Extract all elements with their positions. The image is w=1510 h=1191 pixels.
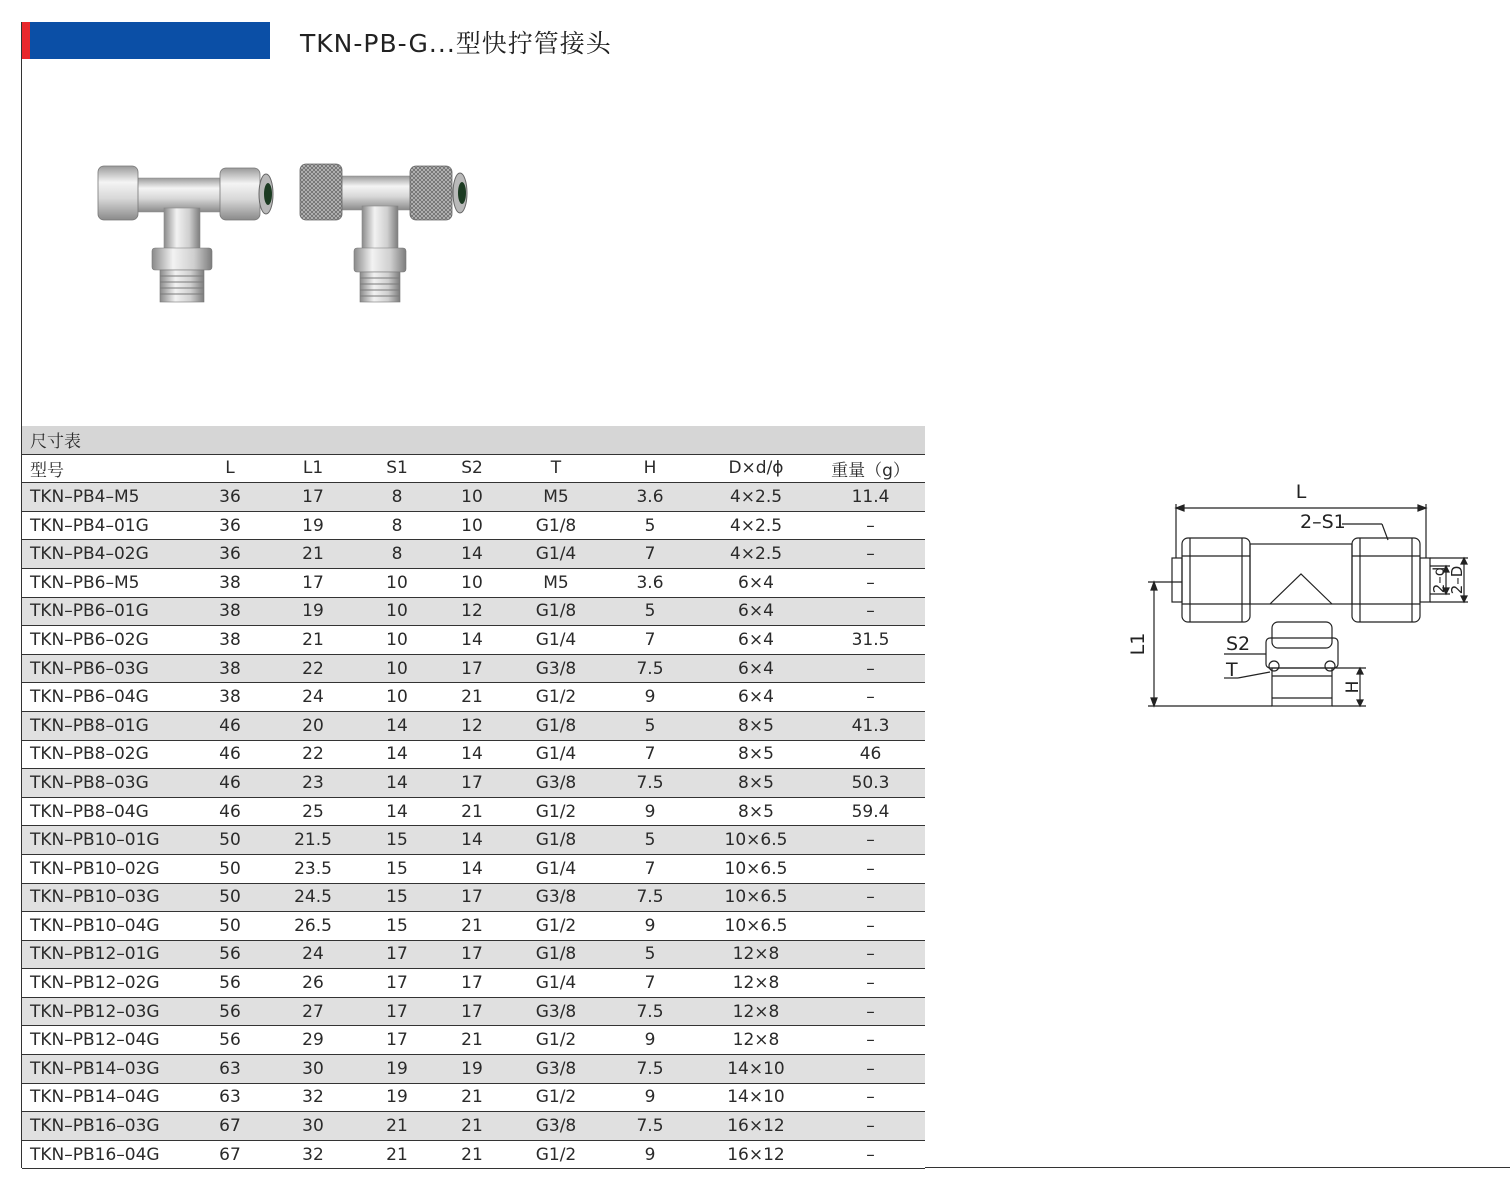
table-cell: G1/2 <box>508 1083 604 1112</box>
table-cell: 7.5 <box>604 1112 696 1141</box>
table-cell: 17 <box>436 769 508 798</box>
table-cell: – <box>816 654 925 683</box>
dimension-drawing <box>1120 478 1500 718</box>
table-cell: G1/4 <box>508 854 604 883</box>
model-cell: TKN–PB4–01G <box>22 511 192 540</box>
model-cell: TKN–PB10–01G <box>22 826 192 855</box>
table-cell: 46 <box>192 769 268 798</box>
model-cell: TKN–PB6–01G <box>22 597 192 626</box>
table-row <box>22 883 925 912</box>
header-cell: 型号 <box>22 454 192 483</box>
table-body <box>22 483 925 1169</box>
table-cell: 11.4 <box>816 483 925 512</box>
model-cell: TKN–PB6–02G <box>22 626 192 655</box>
table-cell: 4×2.5 <box>696 483 816 512</box>
table-cell: 24.5 <box>268 883 358 912</box>
table-cell: – <box>816 1112 925 1141</box>
table-cell: 20 <box>268 711 358 740</box>
model-cell: TKN–PB8–03G <box>22 769 192 798</box>
table-cell: 67 <box>192 1112 268 1141</box>
table-cell: 17 <box>268 483 358 512</box>
label-D: 2–D <box>1448 565 1466 595</box>
table-cell: 21 <box>268 540 358 569</box>
table-cell: 8×5 <box>696 711 816 740</box>
table-cell: 9 <box>604 797 696 826</box>
table-cell: 10 <box>358 597 436 626</box>
table-row <box>22 568 925 597</box>
model-cell: TKN–PB10–03G <box>22 883 192 912</box>
model-cell: TKN–PB10–02G <box>22 854 192 883</box>
tee-fitting-knurled-nut <box>300 164 467 302</box>
table-cell: 15 <box>358 883 436 912</box>
table-cell: 50.3 <box>816 769 925 798</box>
table-cell: 6×4 <box>696 626 816 655</box>
table-cell: – <box>816 1140 925 1169</box>
title-color-bar <box>22 22 270 59</box>
table-cell: 17 <box>358 997 436 1026</box>
table-row <box>22 1140 925 1169</box>
table-cell: 3.6 <box>604 568 696 597</box>
table-cell: 59.4 <box>816 797 925 826</box>
table-row <box>22 826 925 855</box>
table-cell: 5 <box>604 511 696 540</box>
table-cell: 32 <box>268 1083 358 1112</box>
table-cell: 25 <box>268 797 358 826</box>
table-cell: 17 <box>268 568 358 597</box>
model-cell: TKN–PB12–04G <box>22 1026 192 1055</box>
table-row <box>22 940 925 969</box>
table-cell: 5 <box>604 711 696 740</box>
table-cell: 7 <box>604 540 696 569</box>
table-cell: – <box>816 883 925 912</box>
table-cell: G3/8 <box>508 769 604 798</box>
table-cell: G3/8 <box>508 1055 604 1084</box>
table-cell: 22 <box>268 740 358 769</box>
table-cell: 8×5 <box>696 740 816 769</box>
table-cell: 50 <box>192 883 268 912</box>
table-cell: 56 <box>192 997 268 1026</box>
table-cell: M5 <box>508 483 604 512</box>
table-row <box>22 854 925 883</box>
table-row <box>22 711 925 740</box>
table-cell: 21 <box>436 683 508 712</box>
table-cell: 5 <box>604 940 696 969</box>
header-cell: H <box>604 454 696 483</box>
dimension-table <box>22 426 925 1169</box>
table-cell: 19 <box>358 1055 436 1084</box>
table-cell: 8 <box>358 511 436 540</box>
table-cell: M5 <box>508 568 604 597</box>
table-cell: G1/2 <box>508 912 604 941</box>
table-cell: – <box>816 568 925 597</box>
table-cell: 16×12 <box>696 1112 816 1141</box>
table-cell: 14 <box>436 854 508 883</box>
table-cell: 21 <box>436 1112 508 1141</box>
table-cell: 26.5 <box>268 912 358 941</box>
table-row <box>22 1112 925 1141</box>
table-cell: 12×8 <box>696 969 816 998</box>
table-cell: 15 <box>358 826 436 855</box>
table-cell: – <box>816 511 925 540</box>
product-photos <box>90 150 490 310</box>
table-cell: 15 <box>358 854 436 883</box>
table-cell: 30 <box>268 1055 358 1084</box>
table-row <box>22 912 925 941</box>
model-cell: TKN–PB4–02G <box>22 540 192 569</box>
model-cell: TKN–PB14–04G <box>22 1083 192 1112</box>
table-cell: 38 <box>192 568 268 597</box>
table-cell: 4×2.5 <box>696 540 816 569</box>
table-cell: G3/8 <box>508 997 604 1026</box>
table-cell: 12×8 <box>696 997 816 1026</box>
model-cell: TKN–PB16–03G <box>22 1112 192 1141</box>
table-row <box>22 969 925 998</box>
table-cell: 10×6.5 <box>696 826 816 855</box>
table-cell: 19 <box>268 511 358 540</box>
table-cell: 21 <box>358 1140 436 1169</box>
table-cell: G1/2 <box>508 683 604 712</box>
table-cell: 31.5 <box>816 626 925 655</box>
table-cell: 21.5 <box>268 826 358 855</box>
table-cell: 7 <box>604 626 696 655</box>
table-row <box>22 540 925 569</box>
header-cell: L1 <box>268 454 358 483</box>
table-cell: 19 <box>268 597 358 626</box>
table-cell: 23 <box>268 769 358 798</box>
table-cell: 17 <box>358 1026 436 1055</box>
table-cell: 36 <box>192 511 268 540</box>
table-cell: 21 <box>436 1083 508 1112</box>
table-cell: 7.5 <box>604 883 696 912</box>
table-cell: 36 <box>192 540 268 569</box>
table-cell: 14 <box>358 711 436 740</box>
model-cell: TKN–PB8–04G <box>22 797 192 826</box>
table-cell: G1/8 <box>508 597 604 626</box>
table-cell: 24 <box>268 940 358 969</box>
header-cell: S1 <box>358 454 436 483</box>
model-cell: TKN–PB12–03G <box>22 997 192 1026</box>
table-cell: 6×4 <box>696 683 816 712</box>
table-cell: G3/8 <box>508 1112 604 1141</box>
table-cell: G1/4 <box>508 969 604 998</box>
model-cell: TKN–PB6–M5 <box>22 568 192 597</box>
table-cell: 10 <box>436 568 508 597</box>
table-cell: 17 <box>436 969 508 998</box>
table-cell: 14 <box>436 740 508 769</box>
table-cell: 50 <box>192 854 268 883</box>
table-cell: 12×8 <box>696 940 816 969</box>
table-cell: 7 <box>604 969 696 998</box>
table-cell: 10×6.5 <box>696 912 816 941</box>
table-cell: 10 <box>436 483 508 512</box>
table-cell: 16×12 <box>696 1140 816 1169</box>
header-cell: D×d/ϕ <box>696 454 816 483</box>
table-cell: G1/8 <box>508 826 604 855</box>
table-cell: 14 <box>436 626 508 655</box>
table-cell: 14 <box>436 540 508 569</box>
table-cell: 46 <box>192 797 268 826</box>
table-cell: 4×2.5 <box>696 511 816 540</box>
table-cell: G1/4 <box>508 540 604 569</box>
table-cell: – <box>816 969 925 998</box>
table-cell: 14×10 <box>696 1083 816 1112</box>
model-cell: TKN–PB10–04G <box>22 912 192 941</box>
table-cell: 7.5 <box>604 769 696 798</box>
table-cell: – <box>816 597 925 626</box>
table-cell: 14 <box>358 769 436 798</box>
label-L: L <box>1295 481 1307 503</box>
table-cell: 63 <box>192 1055 268 1084</box>
table-cell: 38 <box>192 654 268 683</box>
table-cell: G1/8 <box>508 511 604 540</box>
table-cell: G1/4 <box>508 626 604 655</box>
table-cell: 46 <box>192 740 268 769</box>
table-row <box>22 997 925 1026</box>
table-cell: 30 <box>268 1112 358 1141</box>
table-cell: 6×4 <box>696 568 816 597</box>
table-cell: 19 <box>436 1055 508 1084</box>
table-cell: 17 <box>436 997 508 1026</box>
table-cell: 26 <box>268 969 358 998</box>
table-cell: 17 <box>436 654 508 683</box>
table-cell: 12 <box>436 711 508 740</box>
table-cell: 21 <box>268 626 358 655</box>
table-cell: G1/4 <box>508 740 604 769</box>
table-cell: – <box>816 997 925 1026</box>
table-cell: 22 <box>268 654 358 683</box>
table-cell: 7 <box>604 854 696 883</box>
label-S2: S2 <box>1226 633 1251 655</box>
table-cell: – <box>816 1083 925 1112</box>
table-cell: 56 <box>192 969 268 998</box>
table-caption: 尺寸表 <box>22 426 925 454</box>
table-caption-row <box>22 426 925 454</box>
table-cell: – <box>816 854 925 883</box>
table-cell: 3.6 <box>604 483 696 512</box>
table-cell: 41.3 <box>816 711 925 740</box>
table-cell: – <box>816 940 925 969</box>
model-cell: TKN–PB14–03G <box>22 1055 192 1084</box>
table-cell: G1/2 <box>508 1026 604 1055</box>
table-cell: – <box>816 912 925 941</box>
table-row <box>22 654 925 683</box>
table-cell: 38 <box>192 626 268 655</box>
table-cell: 29 <box>268 1026 358 1055</box>
tee-fitting-plain-nut <box>98 166 273 302</box>
table-row <box>22 797 925 826</box>
table-cell: 10 <box>358 683 436 712</box>
table-cell: 36 <box>192 483 268 512</box>
table-cell: 8 <box>358 483 436 512</box>
title-accent-tick <box>22 22 30 59</box>
table-cell: – <box>816 1026 925 1055</box>
model-cell: TKN–PB8–02G <box>22 740 192 769</box>
table-row <box>22 683 925 712</box>
table-cell: 10×6.5 <box>696 854 816 883</box>
table-cell: 7 <box>604 740 696 769</box>
table-cell: 9 <box>604 1026 696 1055</box>
header-cell: 重量（g） <box>816 454 925 483</box>
table-cell: G1/8 <box>508 940 604 969</box>
table-cell: 10 <box>436 511 508 540</box>
table-cell: – <box>816 683 925 712</box>
table-cell: 63 <box>192 1083 268 1112</box>
table-cell: 21 <box>358 1112 436 1141</box>
table-row <box>22 597 925 626</box>
table-cell: 19 <box>358 1083 436 1112</box>
header-cell: T <box>508 454 604 483</box>
table-cell: 32 <box>268 1140 358 1169</box>
table-cell: 10×6.5 <box>696 883 816 912</box>
header-cell: S2 <box>436 454 508 483</box>
table-cell: 21 <box>436 912 508 941</box>
table-cell: 12×8 <box>696 1026 816 1055</box>
table-cell: 23.5 <box>268 854 358 883</box>
table-cell: 21 <box>436 1026 508 1055</box>
header-cell: L <box>192 454 268 483</box>
table-cell: 12 <box>436 597 508 626</box>
table-cell: G1/2 <box>508 797 604 826</box>
label-L1: L1 <box>1127 632 1149 656</box>
table-row <box>22 1026 925 1055</box>
table-cell: 10 <box>358 568 436 597</box>
table-row <box>22 1055 925 1084</box>
table-cell: 14 <box>358 797 436 826</box>
table-cell: 8×5 <box>696 769 816 798</box>
table-cell: 17 <box>436 940 508 969</box>
table-cell: – <box>816 540 925 569</box>
table-cell: 17 <box>436 883 508 912</box>
table-cell: 7.5 <box>604 654 696 683</box>
table-cell: 50 <box>192 912 268 941</box>
table-cell: 9 <box>604 1083 696 1112</box>
label-T: T <box>1226 659 1238 681</box>
table-cell: 14×10 <box>696 1055 816 1084</box>
table-cell: 67 <box>192 1140 268 1169</box>
table-cell: 10 <box>358 626 436 655</box>
table-cell: 9 <box>604 683 696 712</box>
table-row <box>22 511 925 540</box>
label-S1: 2–S1 <box>1300 511 1346 533</box>
table-cell: 14 <box>358 740 436 769</box>
table-cell: 24 <box>268 683 358 712</box>
table-row <box>22 483 925 512</box>
model-cell: TKN–PB6–04G <box>22 683 192 712</box>
table-cell: 6×4 <box>696 597 816 626</box>
table-cell: – <box>816 826 925 855</box>
table-cell: 8 <box>358 540 436 569</box>
model-cell: TKN–PB16–04G <box>22 1140 192 1169</box>
table-cell: G3/8 <box>508 654 604 683</box>
table-cell: 10 <box>358 654 436 683</box>
table-cell: – <box>816 1055 925 1084</box>
model-cell: TKN–PB6–03G <box>22 654 192 683</box>
table-cell: 21 <box>436 797 508 826</box>
table-cell: 7.5 <box>604 1055 696 1084</box>
table-cell: 17 <box>358 940 436 969</box>
table-cell: 7.5 <box>604 997 696 1026</box>
table-cell: 27 <box>268 997 358 1026</box>
table-cell: 46 <box>192 711 268 740</box>
table-row <box>22 626 925 655</box>
model-cell: TKN–PB8–01G <box>22 711 192 740</box>
table-cell: 17 <box>358 969 436 998</box>
table-cell: 56 <box>192 1026 268 1055</box>
table-cell: 38 <box>192 597 268 626</box>
table-cell: 14 <box>436 826 508 855</box>
table-cell: 50 <box>192 826 268 855</box>
table-row <box>22 769 925 798</box>
table-cell: 5 <box>604 826 696 855</box>
table-cell: 6×4 <box>696 654 816 683</box>
table-cell: G1/2 <box>508 1140 604 1169</box>
page-title: TKN-PB-G...型快拧管接头 <box>300 29 612 58</box>
model-cell: TKN–PB4–M5 <box>22 483 192 512</box>
table-cell: 15 <box>358 912 436 941</box>
table-cell: 56 <box>192 940 268 969</box>
model-cell: TKN–PB12–02G <box>22 969 192 998</box>
table-cell: 38 <box>192 683 268 712</box>
label-H: H <box>1343 680 1363 694</box>
table-cell: 5 <box>604 597 696 626</box>
table-header-row <box>22 454 925 483</box>
table-cell: G1/8 <box>508 711 604 740</box>
table-cell: 9 <box>604 912 696 941</box>
table-cell: 9 <box>604 1140 696 1169</box>
label-d: 2–d <box>1430 566 1448 594</box>
table-cell: G3/8 <box>508 883 604 912</box>
table-cell: 21 <box>436 1140 508 1169</box>
table-cell: 46 <box>816 740 925 769</box>
table-row <box>22 1083 925 1112</box>
model-cell: TKN–PB12–01G <box>22 940 192 969</box>
table-cell: 8×5 <box>696 797 816 826</box>
table-row <box>22 740 925 769</box>
